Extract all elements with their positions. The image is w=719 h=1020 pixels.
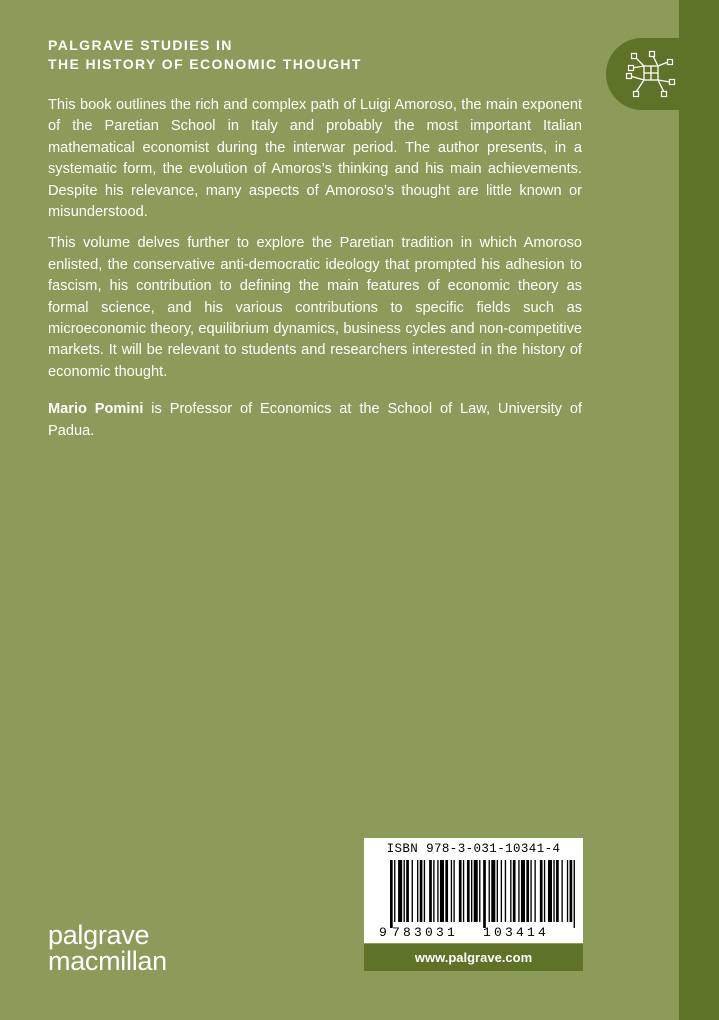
barcode-bar [540,860,543,922]
barcode-bar [548,860,552,922]
barcode-bar [440,860,444,922]
barcode-bar [459,860,462,922]
barcode-bar [463,860,464,922]
barcode-bar [513,860,516,922]
barcode-bar [544,860,545,922]
isbn-barcode [364,838,583,943]
blurb-paragraph-2: This volume delves further to explore the Paretian tradition in which Amoroso enlisted, the conservative anti-democratic ideology that prompted his adhesion to fascism, his contribution to defining the main features of economic theory as formal science, and his various contributions to specific fields such as microeconomic theory, equilibrium dynamics, business cycles and non-competitive markets. It will be relevant to students and researchers interested in the history of economic thought. [48,235,582,380]
barcode-bar [479,860,480,922]
barcode-bar [390,860,393,928]
barcode-bar [534,860,535,922]
publisher-logo [48,922,167,974]
isbn-label: ISBN 978-3-031-10341-4 [386,842,561,856]
blurb [48,95,582,452]
barcode-digits-left: 783031 [392,925,459,940]
publisher-url-text[interactable]: www.palgrave.com [414,950,533,965]
barcode-bar [483,860,486,928]
barcode-bar [424,860,425,922]
author-bio [48,399,582,442]
barcode-bar [491,860,495,922]
barcode-bar [474,860,478,922]
barcode-bar [437,860,438,922]
barcode-bar [406,860,409,922]
barcode-bar [394,860,395,922]
barcode-bar [518,860,519,922]
barcode-bar [501,860,502,922]
barcode-bar [445,860,448,922]
barcode-bar [526,860,529,922]
barcode-bar [574,860,575,928]
barcode-bar [530,860,531,922]
barcode-bar [429,860,432,922]
blurb-paragraph-1: This book outlines the rich and complex path of Luigi Amoroso, the main exponent of the Paretian School in Italy and probably the most important Italian mathematical economist during the interwar period. The author presents, in a systematic form, the evolution of Amoros’s thinking and his main achievements. Despite his relevance, many aspects of Amoroso’s thought are little known or misunderstood. [48,97,582,221]
author-bio-text: is Professor of Economics at the School of Law, University of Padua. [48,401,582,439]
barcode-bar [398,860,402,922]
barcode-bar [489,860,490,922]
series-title-line-1: PALGRAVE STUDIES IN [48,37,233,53]
barcode-bar [467,860,470,922]
barcode-bar [556,860,559,922]
barcode-bar [567,860,568,922]
barcode-bar [505,860,506,922]
barcode-bar [404,860,405,922]
logo-line-macmillan: macmillan [48,946,167,976]
barcode-bar [471,860,472,922]
barcode-bar [451,860,452,922]
barcode-bar [570,860,573,922]
barcode-digits-right: 103414 [483,925,550,940]
barcode-bar [417,860,418,922]
series-title [48,36,362,74]
barcode-bar [420,860,423,922]
spine-band [679,0,719,1020]
author-name: Mario Pomini [48,401,144,418]
barcode-bar [553,860,554,922]
barcode-bar [453,860,454,922]
barcode-bar [521,860,525,922]
barcode-bar [412,860,413,922]
barcode-bar [433,860,434,922]
logo-line-palgrave: palgrave [48,920,150,950]
palgrave-badge [606,38,719,110]
barcode-bar [497,860,498,922]
barcode-bar [561,860,562,922]
barcode-bar [510,860,511,922]
publisher-url[interactable] [364,944,583,971]
barcode-digit-lead: 9 [379,925,387,940]
palgrave-network-icon [622,46,682,102]
barcode-graphic [364,838,583,943]
series-title-line-2: THE HISTORY OF ECONOMIC THOUGHT [48,56,362,72]
